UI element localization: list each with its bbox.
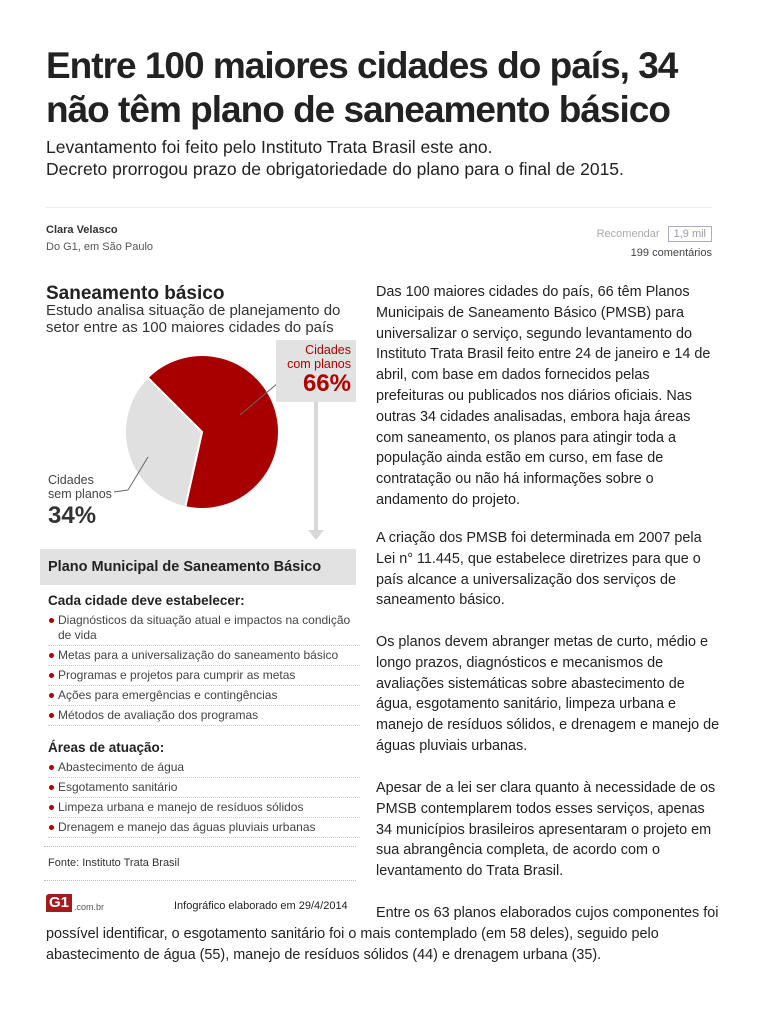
headline: Entre 100 maiores cidades do país, 34 não têm plano de saneamento básico [46,45,678,130]
list-item: Esgotamento sanitário [48,778,360,798]
areas-list [48,758,360,838]
section-areas [48,740,360,838]
divider [44,880,356,881]
leader-line-without [114,490,128,492]
body-paragraph: Entre os 63 planos elaborados cujos componentes foi possível identificar, o esgotamento sanitário foi o mais contemplado (em 58 deles), seguido pelo abastecimento de água (55), manejo de resíduos sólidos (44) e drenagem urbana (35). [46,905,719,963]
arrow-shaft [314,402,318,532]
infographic-credit: Infográfico elaborado em 29/4/2014 [174,900,348,912]
infographic-subtitle: Estudo analisa situação de planejamento do setor entre as 100 maiores cidades do país [46,302,341,336]
label-without-plans [48,473,112,501]
recommend-count: 1,9 mil [668,226,712,242]
list-item: Drenagem e manejo das águas pluviais urbanas [48,818,360,838]
label-text: Cidades [48,473,94,487]
body-paragraph: Apesar de a lei ser clara quanto à necessidade de os PMSB contemplarem todos esses serviços, apenas 34 municípios brasileiros apresentaram o projeto em sua abrangência completa, de acordo com o levantamento do Trata Brasil. [376,780,716,880]
infographic-title: Saneamento básico [46,283,225,304]
body-paragraph: Das 100 maiores cidades do país, 66 têm Planos Municipais de Saneamento Básico (PMSB) para universalizar o serviço, segundo levantamento do Instituto Trata Brasil feito entre 24 de janeiro e 14 de abril, com base em dados fornecidos pelas prefeituras ou publicados nos diários oficiais. Nas outras 34 cidades analisadas, embora haja áreas com saneamento, os planos para atingir toda a população ainda estão em curso, em fase de contratação ou não há informações sobre o andamento do projeto. [376,284,711,508]
list-item: Abastecimento de água [48,758,360,778]
list-item: Diagnósticos da situação atual e impactos na condição de vida [48,611,360,646]
logo-mark: G1 [46,894,72,912]
logo-domain: .com.br [74,902,105,912]
divider [46,207,712,208]
label-text: sem planos [48,487,112,501]
label-text: Cidades [305,343,351,357]
author-name[interactable]: Clara Velasco [46,224,118,236]
body-paragraph: A criação dos PMSB foi determinada em 2007 pela Lei n° 11.445, que estabelece diretrizes para que o país alcance a universalização dos serviços de saneamento básico. [376,530,702,609]
subheadline [46,136,746,180]
section-title: Áreas de atuação: [48,740,165,755]
section-requirements [48,593,360,726]
source-note: Fonte: Instituto Trata Brasil [48,857,180,869]
label-with-plans [276,340,356,402]
list-item: Programas e projetos para cumprir as metas [48,666,360,686]
value-without-plans: 34% [48,502,97,529]
requirements-list [48,611,360,726]
section-title: Cada cidade deve estabelecer: [48,593,245,608]
pie-chart [100,330,300,530]
subheadline-line: Decreto prorrogou prazo de obrigatoriedade do plano para o final de 2015. [46,159,624,179]
label-text: com planos [287,357,351,371]
recommend-widget[interactable] [597,226,712,242]
body-paragraph: Os planos devem abranger metas de curto, médio e longo prazos, diagnósticos e mecanismos de avaliações sistemáticas sobre abastecimento de água, esgotamento sanitário, limpeza urbana e manejo de resíduos sólidos, e drenagem e manejo de águas pluviais urbanas. [376,634,720,754]
value-with-plans: 66% [302,370,351,397]
plan-title: Plano Municipal de Saneamento Básico [40,549,356,585]
list-item: Metas para a universalização do saneamento básico [48,646,360,666]
arrow-down-icon [308,530,324,540]
divider [44,846,356,847]
subheadline-line: Levantamento foi feito pelo Instituto Trata Brasil este ano. [46,137,493,157]
byline-origin: Do G1, em São Paulo [46,241,154,253]
comments-link[interactable]: 199 comentários [630,247,712,259]
list-item: Limpeza urbana e manejo de resíduos sólidos [48,798,360,818]
list-item: Ações para emergências e contingências [48,686,360,706]
list-item: Métodos de avaliação dos programas [48,706,360,726]
recommend-button[interactable]: Recomendar [596,228,660,240]
